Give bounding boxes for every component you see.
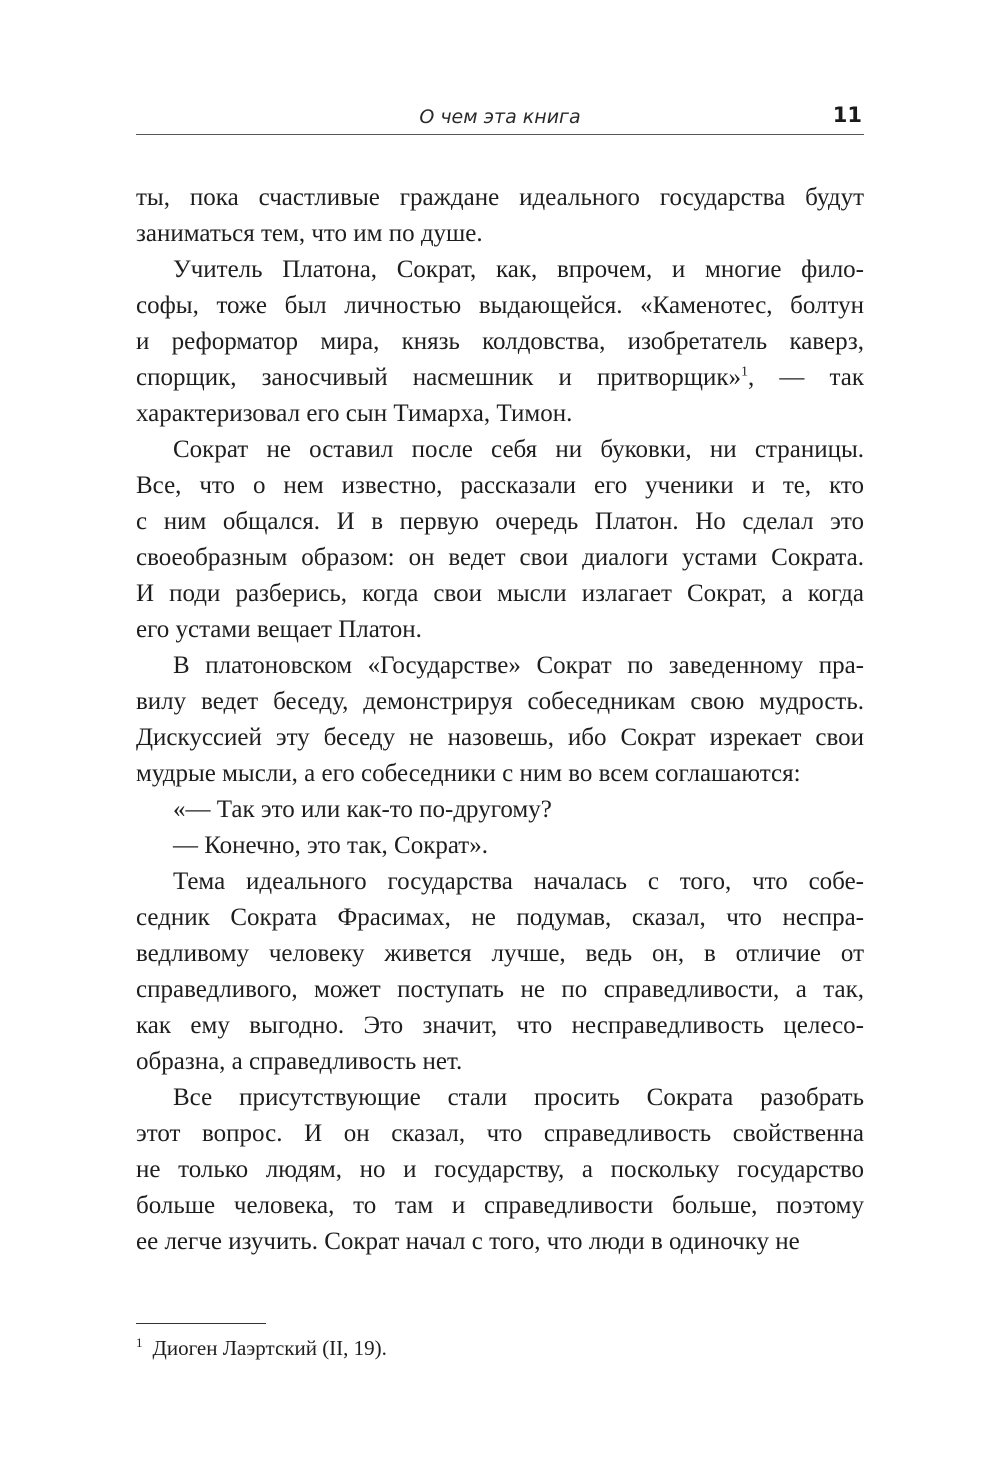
text-line: больше человека, то там и справедливости больше, поэтому xyxy=(136,1192,864,1219)
footnote-mark: 1 xyxy=(136,1335,143,1350)
typeset-line xyxy=(136,684,864,720)
text-line: Сократ не оставил после себя ни буковки, ни страницы. xyxy=(173,436,864,463)
paragraph xyxy=(136,432,864,648)
text-line: И поди разберись, когда свои мысли излагает Сократ, а когда xyxy=(136,580,864,607)
dialogue-line xyxy=(136,828,864,864)
typeset-line xyxy=(136,1044,864,1080)
text-line: вилу ведет беседу, демонстрируя собеседникам свою мудрость. xyxy=(136,688,864,715)
text-line: ее легче изучить. Сократ начал с того, что люди в одиночку не xyxy=(136,1228,800,1255)
typeset-line xyxy=(136,1080,864,1116)
text-line: Учитель Платона, Сократ, как, впрочем, и многие фило- xyxy=(173,256,864,283)
text-line: — Конечно, это так, Сократ». xyxy=(173,832,488,859)
paragraph xyxy=(136,864,864,1080)
typeset-line xyxy=(136,1224,864,1260)
text-line: его устами вещает Платон. xyxy=(136,616,422,643)
footnote-text: Диоген Лаэртский (II, 19). xyxy=(152,1336,387,1360)
typeset-line xyxy=(136,288,864,324)
page-number: 11 xyxy=(832,103,862,127)
typeset-line xyxy=(136,1116,864,1152)
typeset-line xyxy=(136,612,864,648)
text-line: этот вопрос. И он сказал, что справедливость свойственна xyxy=(136,1120,864,1147)
footnote xyxy=(136,1333,864,1363)
text-line: мудрые мысли, а его собеседники с ним во всем соглашаются: xyxy=(136,760,801,787)
text-line: Тема идеального государства началась с того, что собе- xyxy=(173,868,864,895)
text-line: своеобразным образом: он ведет свои диалоги устами Сократа. xyxy=(136,544,864,571)
text-line: Все присутствующие стали просить Сократа разобрать xyxy=(173,1084,864,1111)
typeset-line xyxy=(136,936,864,972)
text-line: образна, а справедливость нет. xyxy=(136,1048,463,1075)
typeset-line xyxy=(136,576,864,612)
running-title: О чем эта книга xyxy=(419,106,581,128)
typeset-line xyxy=(136,1008,864,1044)
typeset-line xyxy=(136,972,864,1008)
text-line: характеризовал его сын Тимарха, Тимон. xyxy=(136,400,573,427)
typeset-line xyxy=(136,468,864,504)
typeset-line xyxy=(136,360,864,396)
typeset-line xyxy=(136,396,864,432)
dialogue-line xyxy=(136,792,864,828)
text-line: спорщик, заносчивый насмешник и притворщик» xyxy=(136,364,742,391)
text-line: как ему выгодно. Это значит, что несправедливость целесо- xyxy=(136,1012,864,1039)
text-line: Дискуссией эту беседу не назовешь, ибо Сократ изрекает свои xyxy=(136,724,864,751)
text-line: софы, тоже был личностью выдающейся. «Каменотес, болтун xyxy=(136,292,864,319)
text-line: не только людям, но и государству, а поскольку государство xyxy=(136,1156,864,1183)
text-line: седник Сократа Фрасимах, не подумав, сказал, что неспра- xyxy=(136,904,864,931)
typeset-line xyxy=(136,432,864,468)
footnote-divider xyxy=(136,1323,266,1324)
text-line: Все, что о нем известно, рассказали его ученики и те, кто xyxy=(136,472,864,499)
typeset-line xyxy=(136,828,864,864)
body-text xyxy=(136,180,864,1260)
paragraph xyxy=(136,1080,864,1260)
typeset-line xyxy=(136,900,864,936)
text-line: заниматься тем, что им по душе. xyxy=(136,220,483,247)
text-line: «— Так это или как-то по-другому? xyxy=(173,796,552,823)
text-line: и реформатор мира, князь колдовства, изобретатель каверз, xyxy=(136,328,864,355)
footnote-reference[interactable]: 1 xyxy=(741,364,749,380)
text-line: ты, пока счастливые граждане идеального государства будут xyxy=(136,184,864,211)
text-line: , — так xyxy=(748,364,864,391)
typeset-line xyxy=(136,252,864,288)
typeset-line xyxy=(136,720,864,756)
text-line: В платоновском «Государстве» Сократ по заведенному пра- xyxy=(173,652,864,679)
typeset-line xyxy=(136,1152,864,1188)
typeset-line xyxy=(136,324,864,360)
typeset-line xyxy=(136,864,864,900)
typeset-line xyxy=(136,792,864,828)
typeset-line xyxy=(136,648,864,684)
paragraph xyxy=(136,180,864,252)
typeset-line xyxy=(136,504,864,540)
text-line: справедливого, может поступать не по справедливости, а так, xyxy=(136,976,864,1003)
typeset-line xyxy=(136,756,864,792)
typeset-line xyxy=(136,540,864,576)
typeset-line xyxy=(136,216,864,252)
text-line: ведливому человеку живется лучше, ведь он, в отличие от xyxy=(136,940,864,967)
paragraph xyxy=(136,252,864,432)
typeset-line xyxy=(136,1188,864,1224)
paragraph xyxy=(136,648,864,792)
text-line: с ним общался. И в первую очередь Платон. Но сделал это xyxy=(136,508,864,535)
running-header xyxy=(136,98,864,135)
typeset-line xyxy=(136,180,864,216)
